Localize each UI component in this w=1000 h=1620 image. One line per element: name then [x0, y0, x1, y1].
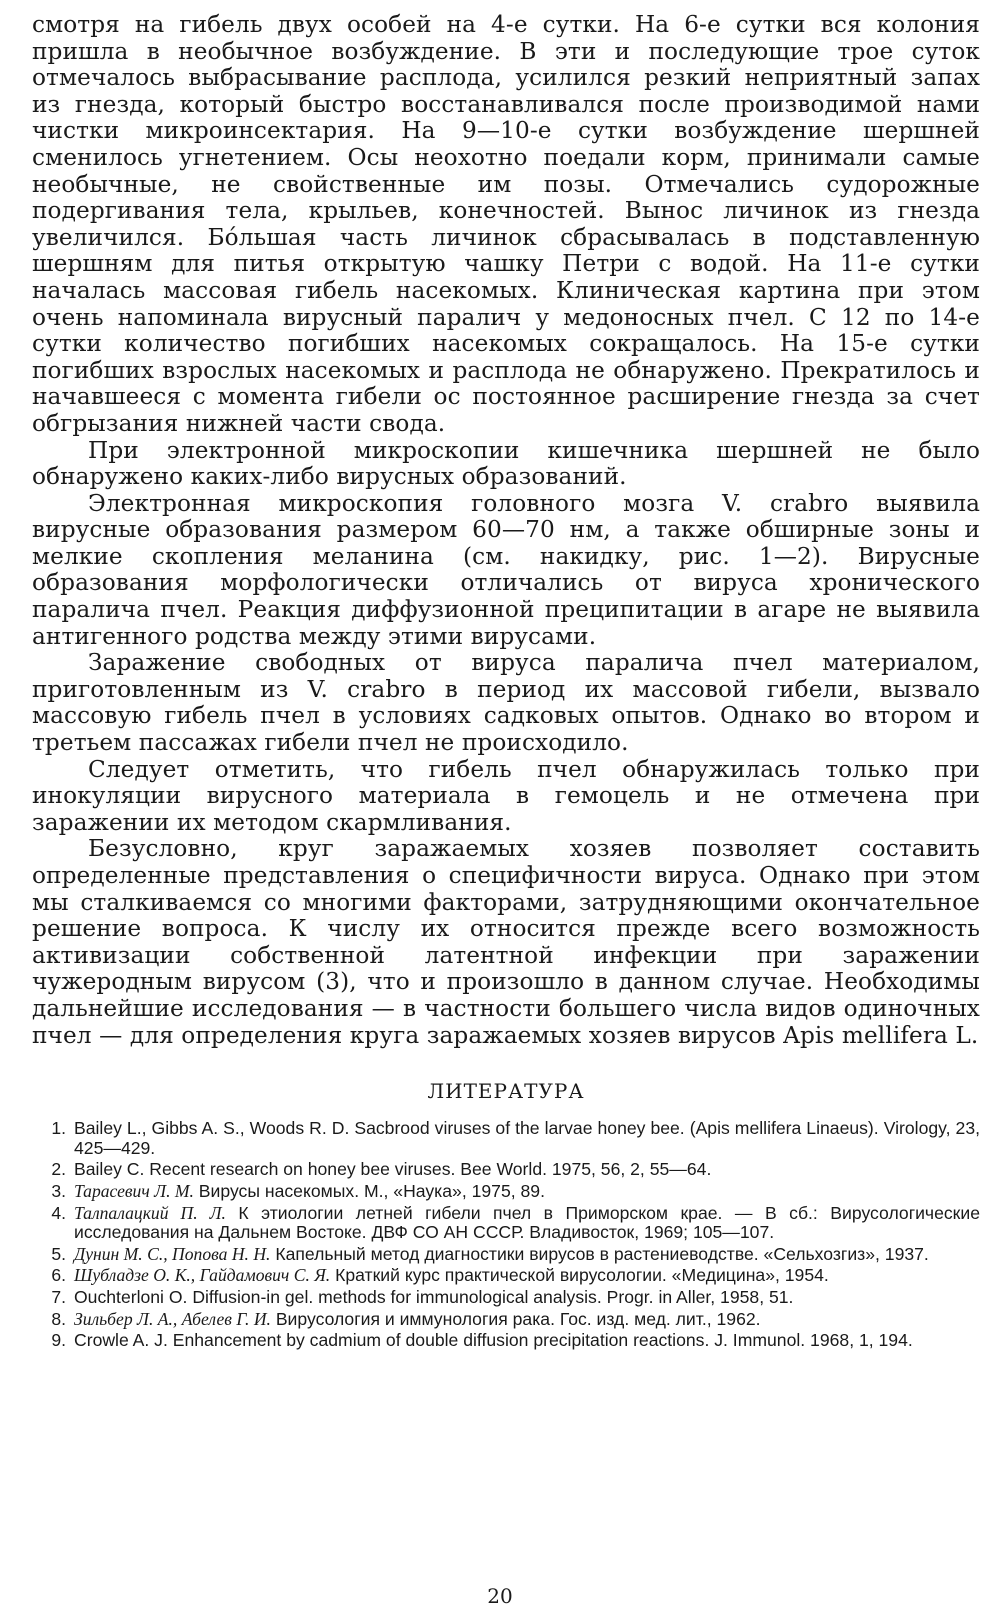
page [32, 12, 980, 1353]
paragraph-6: Безусловно, круг заражаемых хозяев позволяет составить определенные представления о специфичности вируса. Однако при этом мы сталкиваемся со многими факторами, затрудняющими окончательное решение вопроса. К числу их относится прежде всего возможность активизации собственной латентной инфекции при заражении чужеродным вирусом (3), что и произошло в данном случае. Необходимы дальнейшие исследования — в частности большего числа видов одиночных пчел — для определения круга заражаемых хозяев вирусов Apis mellifera L. [32, 835, 980, 1049]
reference-text [74, 1182, 980, 1202]
reference-item [32, 1245, 980, 1265]
reference-item [32, 1288, 980, 1308]
paragraph-5: Следует отметить, что гибель пчел обнаружилась только при инокуляции вирусного материала в гемоцель и не отмечена при заражении их методом скармливания. [32, 755, 980, 836]
reference-number: 2. [51, 1159, 66, 1180]
article-body [32, 12, 980, 1049]
reference-number: 4. [51, 1202, 66, 1223]
reference-author: Зильбер Л. А., Абелев Г. И. [74, 1308, 271, 1329]
paragraph-1: смотря на гибель двух особей на 4-е сутки. На 6-е сутки вся колония пришла в необычное возбуждение. В эти и последующие трое суток отмечалось выбрасывание расплода, усилился резкий неприятный запах из гнезда, который быстро восстанавливался после производимой нами чистки микроинсектария. На 9—10-е сутки возбуждение шершней сменилось угнетением. Осы неохотно поедали корм, принимали самые необычные, не свойственные им позы. Отмечались судорожные подергивания тела, крыльев, конечностей. Вынос личинок из гнезда увеличился. Бóльшая часть личинок сбрасывалась в подставленную шершням для питья открытую чашку Петри с водой. На 11-е сутки началась массовая гибель насекомых. Клиническая картина при этом очень напоминала вирусный паралич у медоносных пчел. С 12 по 14-е сутки количество погибших насекомых сокращалось. На 15-е сутки погибших взрослых насекомых и расплода не обнаружено. Прекратилось и начавшееся с момента гибели ос постоянное расширение гнезда за счет обгрызания нижней части свода. [32, 11, 980, 437]
reference-body: Капельный метод диагностики вирусов в растениеводстве. «Сельхозгиз», 1937. [270, 1243, 929, 1264]
reference-item [32, 1204, 980, 1243]
reference-text [74, 1310, 980, 1330]
reference-number: 6. [51, 1265, 66, 1286]
reference-number: 8. [51, 1308, 66, 1329]
reference-body: Bailey C. Recent research on honey bee viruses. Bee World. 1975, 56, 2, 55—64. [74, 1159, 712, 1180]
reference-number: 5. [51, 1243, 66, 1264]
reference-text [74, 1266, 980, 1286]
reference-text [74, 1288, 980, 1308]
reference-author: Дунин М. С., Попова Н. Н. [74, 1243, 271, 1264]
reference-item [32, 1310, 980, 1330]
reference-body: Вирусология и иммунология рака. Гос. изд. мед. лит., 1962. [270, 1308, 761, 1329]
reference-body: Bailey L., Gibbs A. S., Woods R. D. Sacbrood viruses of the larvae honey bee. (Apis mellifera Linaeus). Virology, 23, 425—429. [74, 1118, 980, 1158]
reference-text [74, 1160, 980, 1180]
reference-body: Краткий курс практической вирусологии. «Медицина», 1954. [330, 1265, 829, 1286]
page-number: 20 [487, 1584, 513, 1608]
paragraph-4: Заражение свободных от вируса паралича пчел материалом, приготовленным из V. crabro в период их массовой гибели, вызвало массовую гибель пчел в условиях садковых опытов. Однако во втором и третьем пассажах гибели пчел не происходило. [32, 649, 980, 757]
reference-number: 7. [51, 1286, 66, 1307]
reference-body: Вирусы насекомых. М., «Наука», 1975, 89. [193, 1180, 545, 1201]
references-list [32, 1119, 980, 1351]
reference-item [32, 1160, 980, 1180]
references-heading: ЛИТЕРАТУРА [427, 1079, 585, 1104]
reference-body: К этиологии летней гибели пчел в Приморском крае. — В сб.: Вирусологические исследования на Дальнем Востоке. ДВФ СО АН СССР. Владивосток, 1969; 105—107. [74, 1202, 980, 1243]
reference-text [74, 1119, 980, 1158]
reference-item [32, 1182, 980, 1202]
reference-text [74, 1204, 980, 1243]
reference-author: Шубладзе О. К., Гайдамович С. Я. [74, 1265, 331, 1286]
reference-number: 3. [51, 1180, 66, 1201]
reference-item [32, 1331, 980, 1351]
paragraph-3: Электронная микроскопия головного мозга V. crabro выявила вирусные образования размером 60—70 нм, а также обширные зоны и мелкие скопления меланина (см. накидку, рис. 1—2). Вирусные образования морфологически отличались от вируса хронического паралича пчел. Реакция диффузионной преципитации в агаре не выявила антигенного родства между этими вирусами. [32, 489, 980, 650]
reference-author: Талпалацкий П. Л. [74, 1202, 226, 1223]
reference-author: Тарасевич Л. М. [74, 1180, 194, 1201]
reference-text [74, 1331, 980, 1351]
reference-item [32, 1119, 980, 1158]
reference-number: 9. [51, 1330, 66, 1351]
paragraph-2: При электронной микроскопии кишечника шершней не было обнаружено каких-либо вирусных образований. [32, 436, 980, 491]
reference-body: Ouchterloni O. Diffusion-in gel. methods for immunological analysis. Progr. in Aller, 1958, 51. [74, 1286, 794, 1307]
reference-number: 1. [51, 1118, 66, 1139]
reference-text [74, 1245, 980, 1265]
reference-item [32, 1266, 980, 1286]
reference-body: Crowle A. J. Enhancement by cadmium of double diffusion precipitation reactions. J. Immunol. 1968, 1, 194. [74, 1330, 913, 1351]
